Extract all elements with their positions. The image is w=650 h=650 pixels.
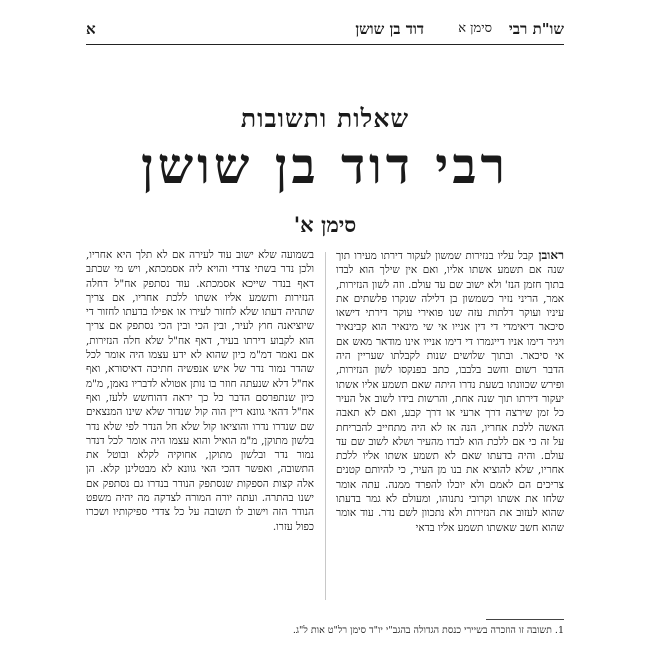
left-column-text: בשמועה שלא ישוב עוד לעירה אם לא תלך היא אחריו, ולכן נדר בשתי צדדי והויא ליה אסמכתא, ויש מי שכתב דאף בנדר שייכא אסמכתא. עוד נסתפק אח"ל דחלה הנזירות ותשמע אליו אשתו ללכת אחריו, אם צריך שתהיה דעתו שלא לחזור לעירו או אפילו בדעתו לחזור די שיוציאנה חוץ לעיר, ובין הכי ובין הכי נסתפק אם צריך הוא לקבוע דירתו בעיר, דאף אח"ל שלא חלה הנזירות, אם נאמר דמ"מ כיון שהוא לא ידע עצמו היה אומר לכל שהדר נמור נדר של איש אנפשיה חתיכה דאיסורא, ואף אח"ל דלא שנעתה חוזר בו נותן אטולא לדבריו נאמן, מ"מ כיון שנתפרסם הדבר כל כך יראה דהוחשש ללעז, ואף אח"ל דהאי גוונא דיין הוה קול שנדור שלא שינו המנצאים שם שנדרו נדרו והוציאו קול שלא חל הנדר לפי שלא נדר בלשון מתוקן, מ"מ הואיל והוא עצמו היה אומר לכל דנדר נמור נדר ובלשון מתוקן, אחוקיה לקלא ובוטל את התשובה, ואפשר דהכי האי גוונא לא מבטלינן קלא. הן אלה קצות הספקות שנסתפק הנודר בנדרו גם נסתפק אם ישנו בהתרה. ועתה יורה המורה לצדקה מה יהיה משפט הנודר הזה וישוב לו תשובה על כל צדדי ספיקותיו ושכרו כפול עזרו. (86, 249, 314, 533)
right-column-text: קבל עליו בנזירות שמשון לעקור דירתו מעירו תוך שנה אם תשמע אשתו אליו, ואם אין שילך הוא לבדו בתוך חזמן הנז' ולא ישוב שם עד עולם. וזה לשון הנזירות, אמר, הריני נזיר כשמשון בן דלילה שנקרו פלשתים את עיניו ועוקר דלתות עזה שנו פואירי עוקר דירתי דישאו סיכאר דיאימדי די דין אנייו אי שי מינאיר הוא קבינאיר ויגיר דימו אניו דייגמרו די דימו אנייו אינו מודאר מאש אם אי סיכאר. ובתוך שלושים שנות לקבלתו שעריין היה הדבר רשום וחשב בלבבו, כתב בפנקסו לשון הנזירות, ופירש שכוונתו בשעת נדרו היתה שאם תשמע אליו אשתו יעקור דירתו תוך שנה אחת, והרשות בידו לשוב אל העיר כל זמן שירצה דרך ארעי או דרך קבע, ואם לא תאבה האשה ללכת אחריו, הנה אז לא היה מתחייב להבריחת על זה כי אם ללכת הוא לבדו מהעיר ושלא לשוב שם עד עולם. והיה בדעתו שאם לא תשמע אשתו אליו ללכת אחריו, שלא להוציא את בנו מן העיר, כי להיותם קטנים צריכים הם לאמם ולא יוכלו להפרד ממנה. עתה אומר שלחו את אשתו וקרובי נתנוהו, ומעולם לא גמר בדעתו שהוא לעזוב את הנזירות ולא נתכוון לשם נדר. עוד אומר שהוא חשב שאשתו תשמע אליו בדאי (336, 250, 564, 534)
footnote-rule (486, 619, 564, 620)
book-subtitle: שאלות ותשובות (240, 104, 410, 133)
header-page-letter: א (86, 20, 96, 38)
book-title: רבי דוד בן שושן (140, 136, 510, 195)
header-book: שו"ת רבי (508, 20, 564, 38)
right-text-column (336, 248, 564, 608)
left-text-column (86, 248, 314, 608)
opening-word: ראובן (533, 248, 564, 262)
footnote: 1. תשובה זו הוזכרה בשיירי כנסת הגדולה בהגב"י יו"ד סימן רל"ט אות ל"ג. (292, 625, 564, 636)
column-divider (325, 252, 326, 600)
header-rule (86, 44, 564, 45)
header-author: דוד בן שושן (355, 20, 424, 38)
section-title: סימן א' (293, 212, 357, 237)
header-siman: סימן א (458, 21, 492, 36)
running-header (86, 16, 564, 42)
